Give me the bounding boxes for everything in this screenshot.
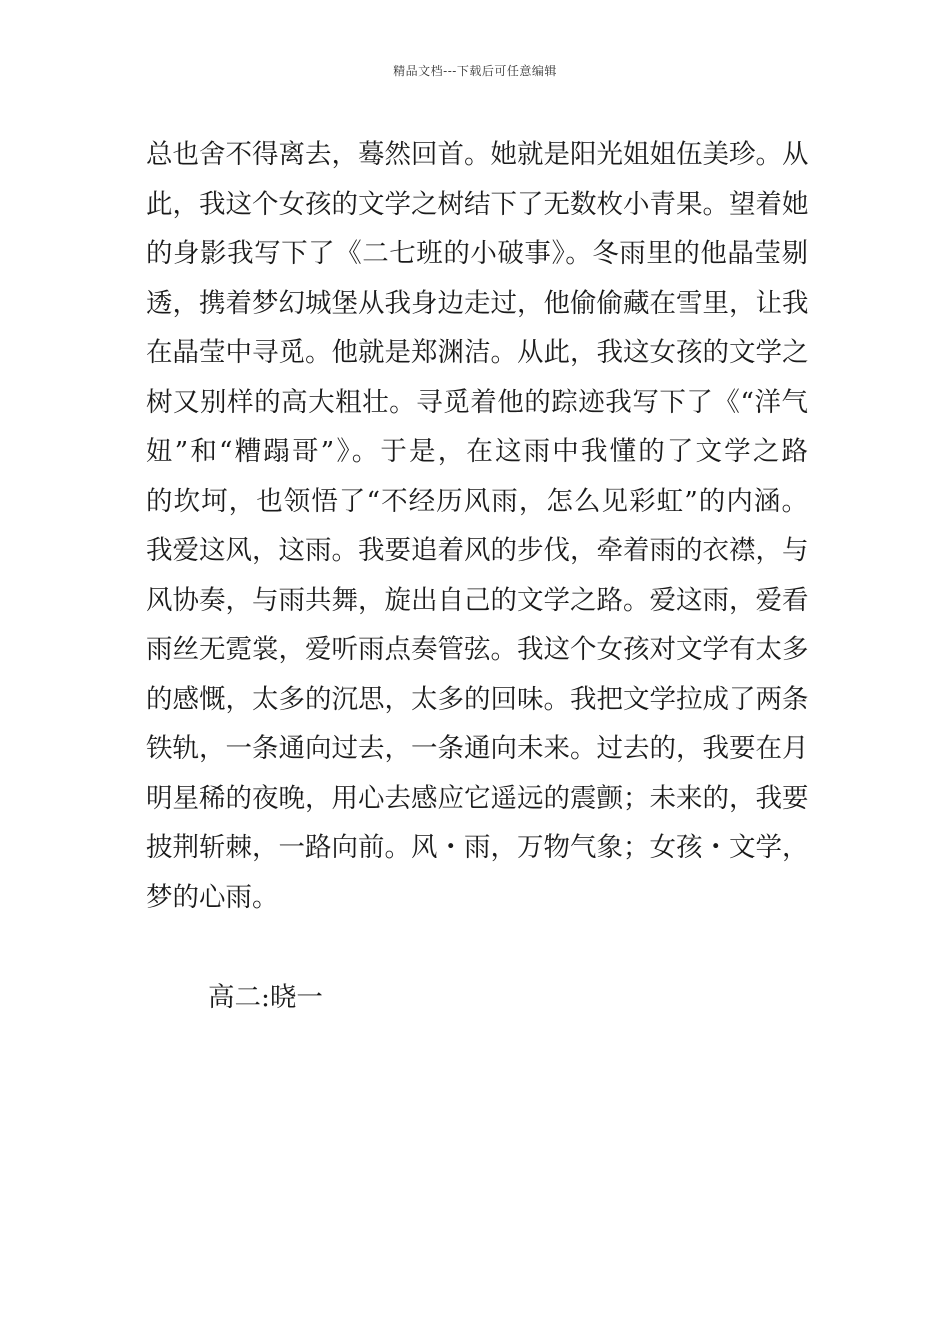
essay-line: 的感慨，太多的沉思，太多的回味。我把文学拉成了两条 bbox=[146, 683, 809, 715]
essay-line: 透，携着梦幻城堡从我身边走过，他偷偷藏在雪里，让我 bbox=[146, 287, 809, 319]
essay-line: 铁轨，一条通向过去，一条通向未来。过去的，我要在月 bbox=[146, 733, 809, 764]
essay-line: 树又别样的高大粗壮。寻觅着他的踪迹我写下了《“洋气 bbox=[146, 386, 808, 418]
essay-line: 妞”和“糟蹋哥”》。于是，在这雨中我懂的了文学之路 bbox=[146, 436, 808, 467]
essay-line: 此，我这个女孩的文学之树结下了无数枚小青果。望着她 bbox=[146, 188, 809, 220]
essay-line: 在晶莹中寻觅。他就是郑渊洁。从此，我这女孩的文学之 bbox=[146, 337, 809, 368]
essay-line: 的坎坷，也领悟了“不经历风雨，怎么见彩虹”的内涵。 bbox=[146, 485, 808, 517]
essay-line: 总也舍不得离去，蓦然回首。她就是阳光姐姐伍美珍。从 bbox=[146, 139, 809, 170]
page-header: 精品文档---下载后可任意编辑 bbox=[393, 64, 557, 78]
essay-body bbox=[146, 130, 808, 922]
essay-line: 的身影我写下了《二七班的小破事》。冬雨里的他晶莹剔 bbox=[146, 238, 808, 269]
essay-line: 明星稀的夜晚，用心去感应它遥远的震颤；未来的，我要 bbox=[146, 782, 809, 814]
essay-line: 雨丝无霓裳，爱听雨点奏管弦。我这个女孩对文学有太多 bbox=[146, 634, 809, 665]
essay-line: 我爱这风，这雨。我要追着风的步伐，牵着雨的衣襟，与 bbox=[146, 535, 809, 566]
essay-line: 梦的心雨。 bbox=[146, 881, 279, 913]
essay-line: 风协奏，与雨共舞，旋出自己的文学之路。爱这雨，爱看 bbox=[146, 584, 809, 616]
author-signature: 高二:晓一 bbox=[208, 982, 323, 1013]
essay-line: 披荆斩棘，一路向前。风・雨，万物气象；女孩・文学， bbox=[146, 832, 809, 863]
